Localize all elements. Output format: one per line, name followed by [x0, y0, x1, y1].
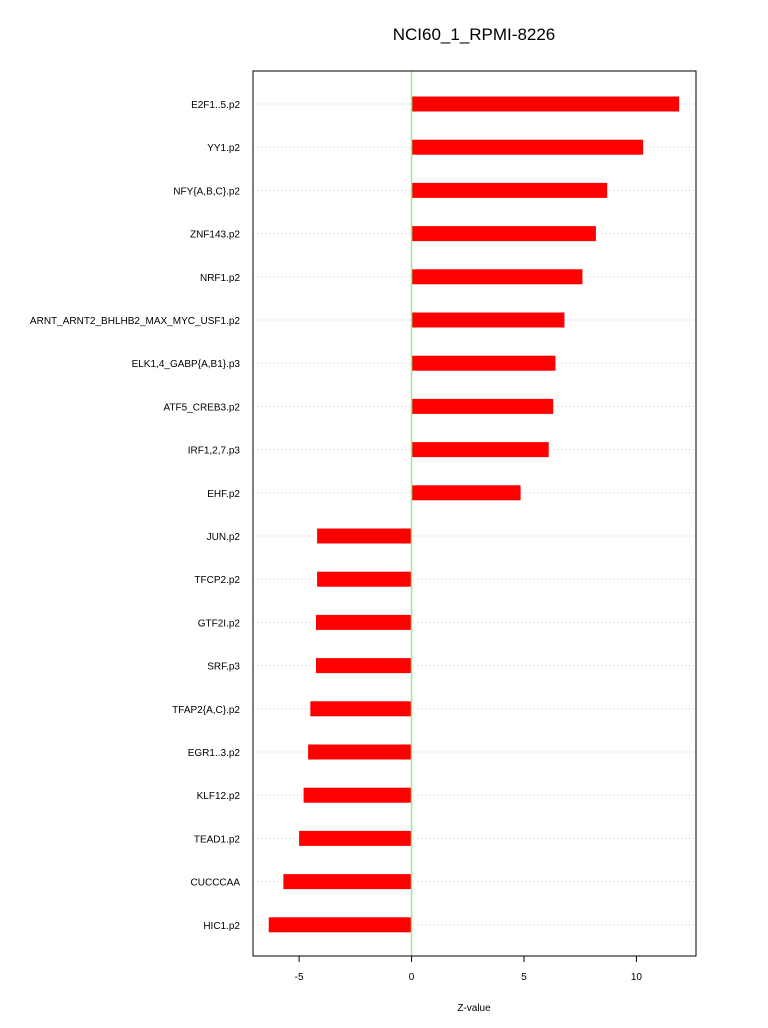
category-label: TEAD1.p2 [193, 834, 240, 846]
category-label: E2F1..5.p2 [191, 100, 240, 111]
bar [412, 269, 583, 284]
category-label: EHF.p2 [207, 488, 240, 500]
bar [269, 917, 412, 932]
bar [412, 356, 556, 371]
category-label: HIC1.p2 [203, 920, 240, 932]
bar [304, 788, 412, 803]
category-labels [30, 100, 241, 932]
category-label: YY1.p2 [207, 143, 240, 155]
category-label: CUCCCAA [190, 877, 240, 889]
category-label: SRF.p3 [207, 661, 240, 673]
bar [308, 745, 411, 760]
bar [316, 658, 412, 673]
category-label: ATF5_CREB3.p2 [163, 402, 240, 414]
bar [316, 615, 412, 630]
bar [299, 831, 411, 846]
category-label: ELK1,4_GABP{A,B1}.p3 [131, 359, 240, 371]
category-label: TFCP2.p2 [194, 575, 240, 587]
bar [412, 313, 565, 328]
x-tick-label: 10 [630, 972, 642, 983]
chart-title: NCI60_1_RPMI-8226 [392, 25, 556, 44]
bar [412, 183, 608, 198]
category-label: JUN.p2 [206, 532, 240, 543]
bar [310, 701, 411, 716]
bar [412, 442, 549, 457]
category-label: IRF1,2,7.p3 [187, 445, 240, 457]
category-label: EGR1..3.p2 [187, 748, 240, 759]
category-label: KLF12.p2 [196, 791, 240, 803]
x-axis-label: Z-value [457, 1003, 491, 1014]
bar [412, 399, 554, 414]
bar [412, 97, 680, 112]
bar [317, 572, 411, 587]
bar [283, 874, 411, 889]
plot-frame [253, 71, 696, 956]
bar [412, 226, 596, 241]
x-tick-label: 0 [408, 972, 415, 983]
category-label: GTF2I.p2 [197, 618, 240, 630]
bars [269, 97, 679, 933]
x-tick-label: 5 [521, 972, 527, 983]
x-axis-ticks [295, 956, 643, 983]
category-label: NFY{A,B,C}.p2 [173, 186, 240, 198]
category-label: TFAP2{A,C}.p2 [172, 704, 240, 716]
category-label: ARNT_ARNT2_BHLHB2_MAX_MYC_USF1.p2 [29, 316, 240, 327]
bar [412, 485, 521, 500]
bar [412, 140, 644, 155]
category-label: ZNF143.p2 [189, 229, 240, 241]
x-tick-label: -5 [294, 972, 304, 983]
bar [317, 529, 411, 544]
category-label: NRF1.p2 [199, 272, 240, 284]
